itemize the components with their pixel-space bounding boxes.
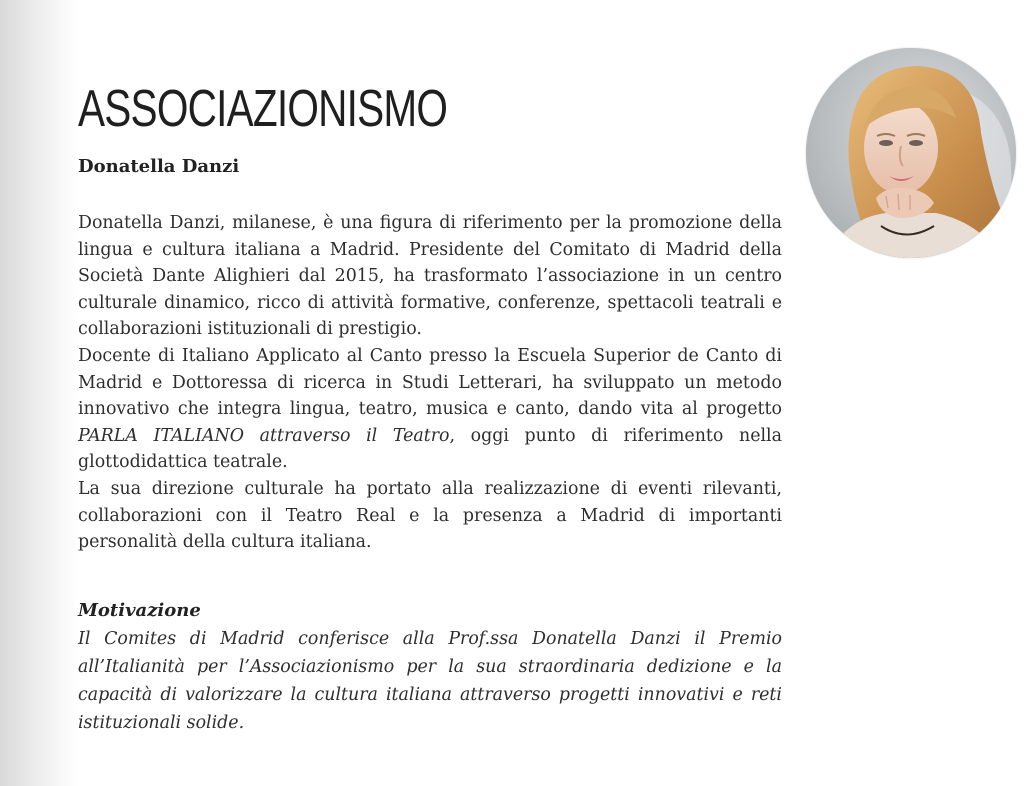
portrait-photo (806, 48, 1016, 258)
author-name: Donatella Danzi (78, 156, 240, 177)
biography-paragraph-3: La sua direzione culturale ha portato alla realizzazione di eventi rilevanti, collaborazioni con il Teatro Real e la presenza a Madrid di importanti personalità della cultura italiana. (78, 478, 782, 553)
biography-paragraph-1: Donatella Danzi, milanese, è una figura di riferimento per la promozione della lingua e cultura italiana a Madrid. Presidente del Comitato di Madrid della Società Dante Alighieri dal 2015, ha trasformato l’associazione in un centro culturale dinamico, ricco di attività formative, conferenze, spettacoli teatrali e collaborazioni istituzionali di prestigio. (78, 213, 782, 340)
paragraph-2-end: , oggi punto di riferimento nella glottodidattica teatrale. (78, 425, 782, 473)
page-binding-shadow (0, 0, 78, 786)
motivation-heading: Motivazione (78, 600, 201, 621)
biography-text (78, 210, 782, 556)
motivation-text: Il Comites di Madrid conferisce alla Prof.ssa Donatella Danzi il Premio all’Italianità per l’Associazionismo per la sua straordinaria dedizione e la capacità di valorizzare la cultura italiana attraverso progetti innovativi e reti istituzionali solide. (78, 629, 782, 733)
section-title: ASSOCIAZIONISMO (78, 80, 448, 138)
biography-paragraph-2 (78, 343, 782, 476)
paragraph-2-start: Docente di Italiano Applicato al Canto presso la Escuela Superior de Canto di Madrid e Dottoressa di ricerca in Studi Letterari, ha sviluppato un metodo innovativo che integra lingua, teatro, musica e canto, dando vita al progetto (78, 345, 782, 420)
project-name: PARLA ITALIANO attraverso il Teatro (78, 425, 450, 446)
portrait-photo-icon (806, 48, 1016, 258)
document-page (78, 0, 1024, 786)
